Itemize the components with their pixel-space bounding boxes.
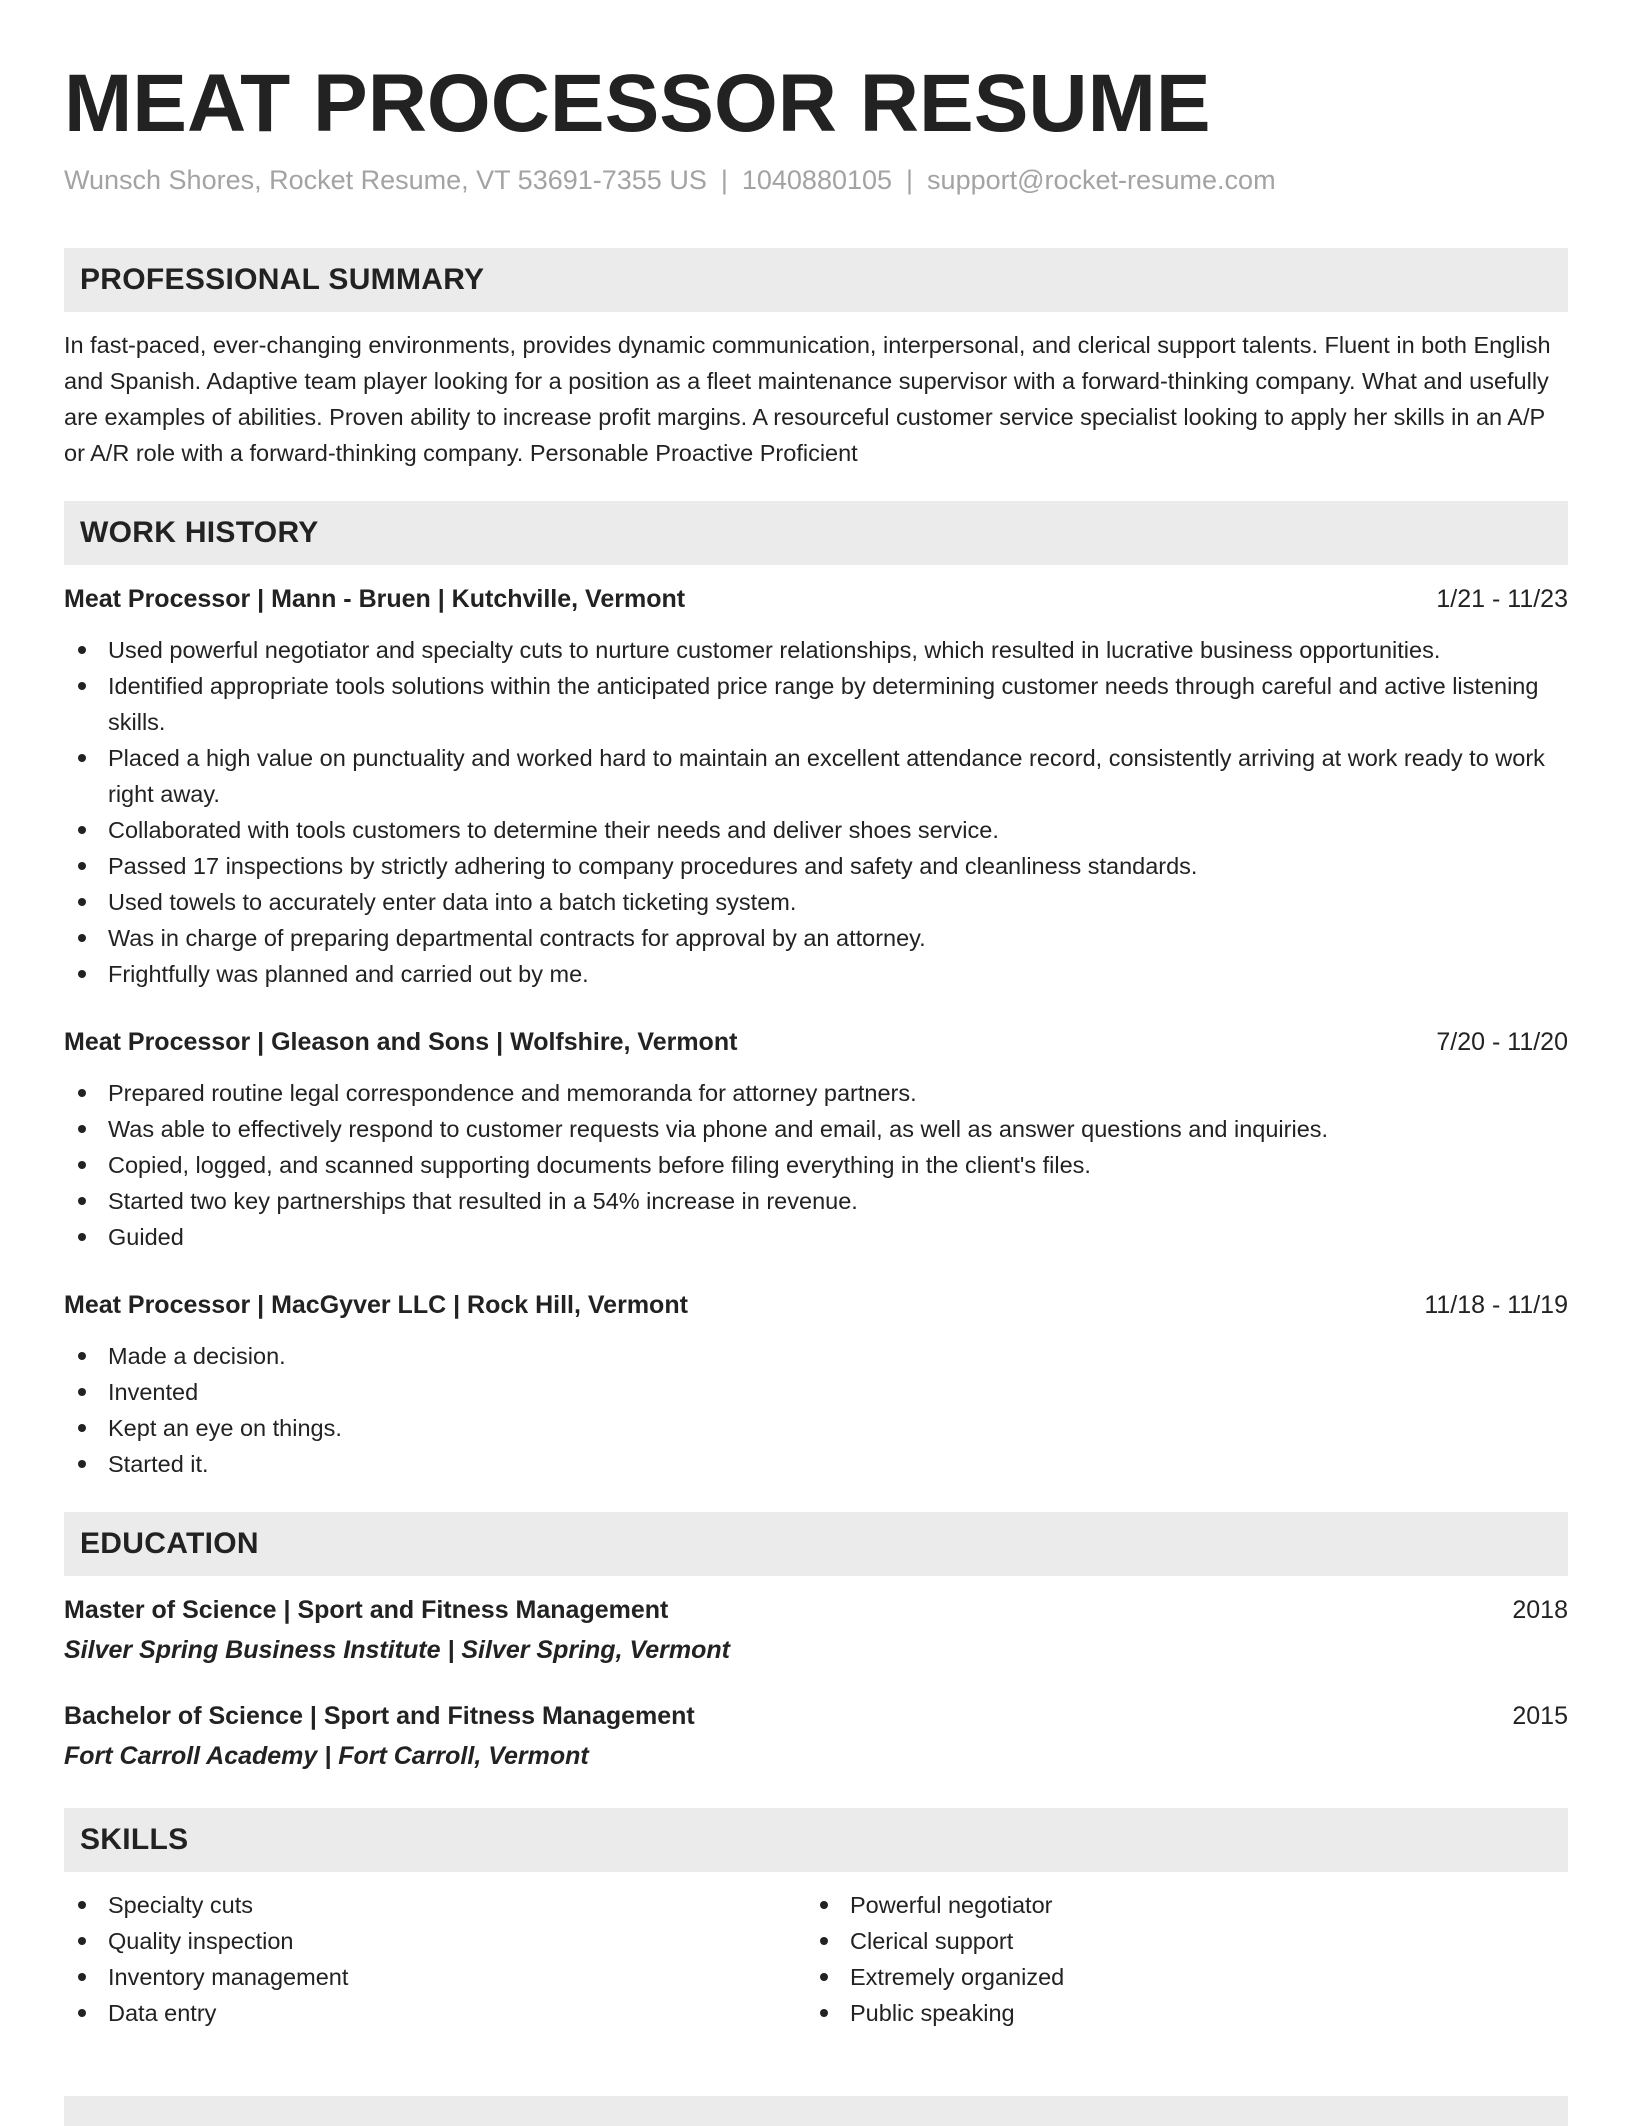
- bullet-icon: [820, 2009, 828, 2017]
- list-item: [64, 956, 1568, 992]
- job-duty: Frightfully was planned and carried out by me.: [108, 961, 589, 987]
- job-duty: Used towels to accurately enter data into a batch ticketing system.: [108, 889, 797, 915]
- job-entry: [64, 581, 1568, 992]
- list-item: [64, 1995, 806, 2031]
- bullet-icon: [78, 2009, 86, 2017]
- list-item: [806, 1959, 1548, 1995]
- job-duty: Guided: [108, 1224, 184, 1250]
- skill-item: Clerical support: [850, 1928, 1014, 1954]
- contact-address: Wunsch Shores, Rocket Resume, VT 53691-7355 US: [64, 165, 707, 195]
- bullet-icon: [820, 1973, 828, 1981]
- job-duty: Was able to effectively respond to customer requests via phone and email, as well as answer questions and inquiries.: [108, 1116, 1329, 1142]
- bullet-icon: [78, 970, 86, 978]
- contact-separator: |: [720, 165, 728, 195]
- job-duties-list: [64, 1338, 1568, 1482]
- education-header: [64, 1592, 1568, 1628]
- skills-column-right: [806, 1887, 1548, 2031]
- summary-text: In fast-paced, ever-changing environments, provides dynamic communication, interpersonal, and clerical support talents. Fluent in both English and Spanish. Adaptive team player looking for a position as a fleet maintenance supervisor with a forward-thinking company. What and usefully are examples of abilities. Proven ability to increase profit margins. A resourceful customer service specialist looking to apply her skills in an A/P or A/R role with a forward-thinking company. Personable Proactive Proficient: [64, 332, 1551, 466]
- resume-title: MEAT PROCESSOR RESUME: [64, 58, 1211, 149]
- job-title: Meat Processor | MacGyver LLC | Rock Hill, Vermont: [64, 1291, 688, 1319]
- list-item: [64, 632, 1568, 668]
- job-duty: Was in charge of preparing departmental contracts for approval by an attorney.: [108, 925, 926, 951]
- job-duties-list: [64, 632, 1568, 992]
- bullet-icon: [78, 1089, 86, 1097]
- job-dates: 1/21 - 11/23: [1436, 585, 1568, 613]
- list-item: [64, 1111, 1568, 1147]
- bullet-icon: [78, 1233, 86, 1241]
- skills-columns: [64, 1887, 1568, 2031]
- bullet-icon: [78, 1352, 86, 1360]
- bullet-icon: [78, 1161, 86, 1169]
- list-item: [64, 740, 1568, 812]
- bullet-icon: [78, 826, 86, 834]
- job-duties-list: [64, 1075, 1568, 1255]
- skill-item: Powerful negotiator: [850, 1892, 1053, 1918]
- job-duty: Passed 17 inspections by strictly adhering to company procedures and safety and cleanliness standards.: [108, 853, 1198, 879]
- bullet-icon: [78, 862, 86, 870]
- job-dates: 11/18 - 11/19: [1424, 1291, 1568, 1319]
- list-item: [64, 1219, 1568, 1255]
- bullet-icon: [78, 1973, 86, 1981]
- job-duty: Identified appropriate tools solutions within the anticipated price range by determining customer needs through careful and active listening skills.: [108, 673, 1539, 735]
- summary-heading: PROFESSIONAL SUMMARY: [80, 263, 485, 296]
- education-header: [64, 1698, 1568, 1734]
- list-item: [64, 1410, 1568, 1446]
- skill-item: Quality inspection: [108, 1928, 294, 1954]
- bullet-icon: [78, 1197, 86, 1205]
- list-item: [64, 1338, 1568, 1374]
- skill-item: Data entry: [108, 2000, 217, 2026]
- contact-line: [64, 160, 1568, 200]
- job-duty: Invented: [108, 1379, 199, 1405]
- job-title: Meat Processor | Mann - Bruen | Kutchville, Vermont: [64, 585, 686, 613]
- education-school: Fort Carroll Academy | Fort Carroll, Vermont: [64, 1742, 589, 1770]
- work-history-section-header: [64, 501, 1568, 565]
- skills-list: [64, 1887, 806, 2031]
- job-duty: Collaborated with tools customers to determine their needs and deliver shoes service.: [108, 817, 999, 843]
- list-item: [64, 1374, 1568, 1410]
- list-item: [806, 1887, 1548, 1923]
- list-item: [64, 1959, 806, 1995]
- list-item: [64, 668, 1568, 740]
- bullet-icon: [78, 754, 86, 762]
- bullet-icon: [78, 1125, 86, 1133]
- skill-item: Specialty cuts: [108, 1892, 253, 1918]
- job-entry: [64, 1024, 1568, 1255]
- skills-section-header: [64, 1808, 1568, 1872]
- bullet-icon: [78, 1460, 86, 1468]
- job-duty: Used powerful negotiator and specialty cuts to nurture customer relationships, which resulted in lucrative business opportunities.: [108, 637, 1441, 663]
- bullet-icon: [820, 1937, 828, 1945]
- list-item: [806, 1923, 1548, 1959]
- skills-list: [806, 1887, 1548, 2031]
- bullet-icon: [78, 1424, 86, 1432]
- list-item: [64, 848, 1568, 884]
- education-degree: Bachelor of Science | Sport and Fitness Management: [64, 1702, 695, 1730]
- bullet-icon: [820, 1901, 828, 1909]
- resume-page: [64, 54, 1568, 2031]
- skill-item: Inventory management: [108, 1964, 349, 1990]
- job-header: [64, 1287, 1568, 1323]
- job-entry: [64, 1287, 1568, 1482]
- contact-email: support@rocket-resume.com: [927, 165, 1276, 195]
- education-school: Silver Spring Business Institute | Silver Spring, Vermont: [64, 1636, 730, 1664]
- job-duty: Started two key partnerships that resulted in a 54% increase in revenue.: [108, 1188, 858, 1214]
- list-item: [64, 1887, 806, 1923]
- job-title: Meat Processor | Gleason and Sons | Wolfshire, Vermont: [64, 1028, 738, 1056]
- skills-heading: SKILLS: [80, 1823, 189, 1856]
- job-duty: Prepared routine legal correspondence and memoranda for attorney partners.: [108, 1080, 917, 1106]
- job-duty: Made a decision.: [108, 1343, 286, 1369]
- job-dates: 7/20 - 11/20: [1436, 1028, 1568, 1056]
- job-header: [64, 581, 1568, 617]
- skill-item: Extremely organized: [850, 1964, 1065, 1990]
- list-item: [64, 1147, 1568, 1183]
- contact-separator: |: [906, 165, 914, 195]
- list-item: [64, 812, 1568, 848]
- education-entry: [64, 1592, 1568, 1668]
- education-entry: [64, 1698, 1568, 1774]
- skills-column-left: [64, 1887, 806, 2031]
- list-item: [64, 1075, 1568, 1111]
- list-item: [64, 884, 1568, 920]
- bullet-icon: [78, 934, 86, 942]
- education-heading: EDUCATION: [80, 1527, 259, 1560]
- education-degree: Master of Science | Sport and Fitness Management: [64, 1596, 669, 1624]
- summary-section-header: [64, 248, 1568, 312]
- list-item: [64, 920, 1568, 956]
- work-history-heading: WORK HISTORY: [80, 516, 319, 549]
- list-item: [64, 1923, 806, 1959]
- bullet-icon: [78, 682, 86, 690]
- education-section-header: [64, 1512, 1568, 1576]
- job-duty: Copied, logged, and scanned supporting documents before filing everything in the client's files.: [108, 1152, 1091, 1178]
- list-item: [806, 1995, 1548, 2031]
- list-item: [64, 1183, 1568, 1219]
- job-header: [64, 1024, 1568, 1060]
- job-duty: Placed a high value on punctuality and worked hard to maintain an excellent attendance record, consistently arriving at work ready to work right away.: [108, 745, 1545, 807]
- education-year: 2018: [1512, 1596, 1568, 1624]
- list-item: [64, 1446, 1568, 1482]
- job-duty: Started it.: [108, 1451, 209, 1477]
- bullet-icon: [78, 898, 86, 906]
- skill-item: Public speaking: [850, 2000, 1015, 2026]
- bullet-icon: [78, 646, 86, 654]
- contact-phone: 1040880105: [741, 165, 893, 195]
- next-section-header: [64, 2096, 1568, 2126]
- bullet-icon: [78, 1901, 86, 1909]
- education-year: 2015: [1512, 1702, 1568, 1730]
- bullet-icon: [78, 1388, 86, 1396]
- job-duty: Kept an eye on things.: [108, 1415, 342, 1441]
- bullet-icon: [78, 1937, 86, 1945]
